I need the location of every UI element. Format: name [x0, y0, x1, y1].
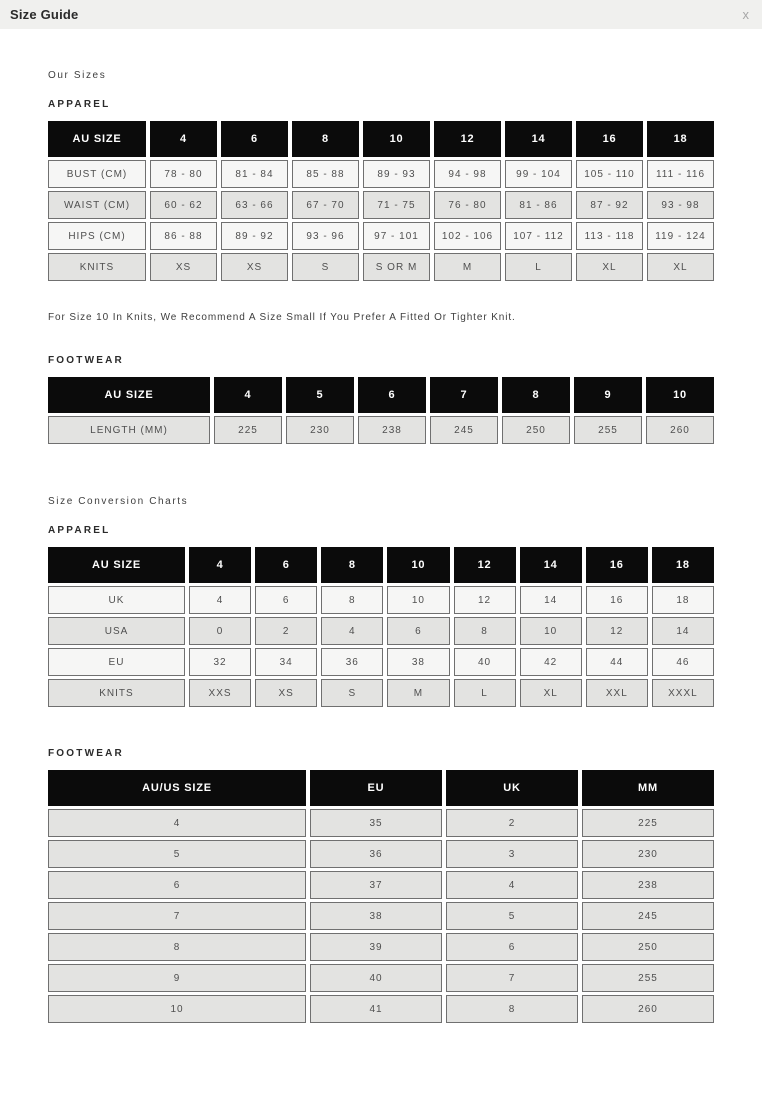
our-sizes-footwear-table — [44, 374, 718, 447]
size-cell: L — [454, 679, 516, 707]
row-label: 6 — [48, 871, 306, 899]
row-label: 10 — [48, 995, 306, 1023]
table-row — [48, 416, 714, 444]
column-header: 6 — [221, 121, 288, 157]
size-cell: 2 — [446, 809, 578, 837]
column-header: AU/US SIZE — [48, 770, 306, 806]
size-cell: 67 - 70 — [292, 191, 359, 219]
table-row — [48, 160, 714, 188]
size-cell: L — [505, 253, 572, 281]
size-cell: 40 — [454, 648, 516, 676]
size-cell: 42 — [520, 648, 582, 676]
size-cell: 94 - 98 — [434, 160, 501, 188]
table-row — [48, 964, 714, 992]
column-header: 14 — [505, 121, 572, 157]
modal-content — [0, 29, 762, 1086]
size-cell: 78 - 80 — [150, 160, 217, 188]
row-label: HIPS (CM) — [48, 222, 146, 250]
table-row — [48, 586, 714, 614]
size-cell: 93 - 98 — [647, 191, 714, 219]
size-cell: S OR M — [363, 253, 430, 281]
size-cell: 63 - 66 — [221, 191, 288, 219]
size-cell: 85 - 88 — [292, 160, 359, 188]
our-sizes-apparel-label: APPAREL — [48, 99, 111, 110]
size-cell: 8 — [446, 995, 578, 1023]
column-header: 12 — [434, 121, 501, 157]
size-cell: 111 - 116 — [647, 160, 714, 188]
size-cell: 10 — [387, 586, 449, 614]
size-cell: 10 — [520, 617, 582, 645]
size-cell: 36 — [310, 840, 442, 868]
column-header: 18 — [652, 547, 714, 583]
table-row — [48, 648, 714, 676]
size-cell: 255 — [574, 416, 642, 444]
size-cell: 255 — [582, 964, 714, 992]
row-label: KNITS — [48, 679, 185, 707]
size-cell: 46 — [652, 648, 714, 676]
size-cell: 93 - 96 — [292, 222, 359, 250]
size-cell: 44 — [586, 648, 648, 676]
size-cell: XS — [221, 253, 288, 281]
column-header: 16 — [586, 547, 648, 583]
row-label: 5 — [48, 840, 306, 868]
size-cell: 5 — [446, 902, 578, 930]
size-cell: 39 — [310, 933, 442, 961]
row-label: 7 — [48, 902, 306, 930]
column-header: 7 — [430, 377, 498, 413]
table-row — [48, 222, 714, 250]
size-cell: 105 - 110 — [576, 160, 643, 188]
size-cell: 89 - 92 — [221, 222, 288, 250]
knits-note: For Size 10 In Knits, We Recommend A Size Small If You Prefer A Fitted Or Tighter Knit. — [48, 312, 516, 323]
column-header: 8 — [502, 377, 570, 413]
size-cell: 4 — [189, 586, 251, 614]
size-cell: 37 — [310, 871, 442, 899]
size-cell: XS — [255, 679, 317, 707]
size-cell: 4 — [446, 871, 578, 899]
row-label: 8 — [48, 933, 306, 961]
size-cell: 14 — [520, 586, 582, 614]
row-label: EU — [48, 648, 185, 676]
row-label: 4 — [48, 809, 306, 837]
size-cell: 40 — [310, 964, 442, 992]
column-header: UK — [446, 770, 578, 806]
table-row — [48, 191, 714, 219]
size-cell: M — [387, 679, 449, 707]
row-label: KNITS — [48, 253, 146, 281]
size-cell: 3 — [446, 840, 578, 868]
size-cell: 230 — [286, 416, 354, 444]
size-cell: 34 — [255, 648, 317, 676]
column-header: 5 — [286, 377, 354, 413]
size-cell: 238 — [358, 416, 426, 444]
size-cell: 0 — [189, 617, 251, 645]
size-cell: 6 — [387, 617, 449, 645]
size-cell: XL — [647, 253, 714, 281]
size-cell: 18 — [652, 586, 714, 614]
size-cell: 2 — [255, 617, 317, 645]
table-header-row — [48, 547, 714, 583]
conversion-footwear-table — [44, 767, 718, 1026]
size-cell: 14 — [652, 617, 714, 645]
table-row — [48, 253, 714, 281]
column-header: 4 — [189, 547, 251, 583]
close-icon[interactable]: x — [742, 7, 749, 22]
size-cell: XL — [520, 679, 582, 707]
size-cell: 245 — [582, 902, 714, 930]
size-cell: 16 — [586, 586, 648, 614]
size-cell: 60 - 62 — [150, 191, 217, 219]
size-cell: 76 - 80 — [434, 191, 501, 219]
column-header: AU SIZE — [48, 547, 185, 583]
size-cell: XS — [150, 253, 217, 281]
size-cell: 107 - 112 — [505, 222, 572, 250]
conversion-heading: Size Conversion Charts — [48, 496, 189, 507]
size-cell: 41 — [310, 995, 442, 1023]
size-cell: 260 — [582, 995, 714, 1023]
size-cell: 12 — [586, 617, 648, 645]
size-cell: S — [321, 679, 383, 707]
table-row — [48, 995, 714, 1023]
column-header: 4 — [214, 377, 282, 413]
size-cell: 12 — [454, 586, 516, 614]
our-sizes-footwear-label: FOOTWEAR — [48, 355, 124, 366]
table-header-row — [48, 377, 714, 413]
column-header: 10 — [363, 121, 430, 157]
size-cell: 4 — [321, 617, 383, 645]
column-header: MM — [582, 770, 714, 806]
size-cell: 81 - 86 — [505, 191, 572, 219]
column-header: 14 — [520, 547, 582, 583]
modal-title: Size Guide — [10, 7, 79, 22]
row-label: LENGTH (MM) — [48, 416, 210, 444]
column-header: 6 — [358, 377, 426, 413]
row-label: 9 — [48, 964, 306, 992]
modal-titlebar — [0, 0, 762, 29]
size-cell: XXL — [586, 679, 648, 707]
size-cell: 32 — [189, 648, 251, 676]
row-label: BUST (CM) — [48, 160, 146, 188]
table-header-row — [48, 121, 714, 157]
table-row — [48, 902, 714, 930]
size-cell: 99 - 104 — [505, 160, 572, 188]
size-cell: 81 - 84 — [221, 160, 288, 188]
size-cell: 8 — [454, 617, 516, 645]
size-cell: XL — [576, 253, 643, 281]
table-row — [48, 809, 714, 837]
size-cell: 87 - 92 — [576, 191, 643, 219]
size-cell: 36 — [321, 648, 383, 676]
size-cell: 250 — [582, 933, 714, 961]
conversion-footwear-label: FOOTWEAR — [48, 748, 124, 759]
size-cell: XXXL — [652, 679, 714, 707]
size-cell: 260 — [646, 416, 714, 444]
column-header: 6 — [255, 547, 317, 583]
conversion-apparel-table — [44, 544, 718, 710]
size-cell: 245 — [430, 416, 498, 444]
column-header: 12 — [454, 547, 516, 583]
size-cell: 86 - 88 — [150, 222, 217, 250]
column-header: 10 — [387, 547, 449, 583]
size-cell: 8 — [321, 586, 383, 614]
row-label: WAIST (CM) — [48, 191, 146, 219]
size-cell: 102 - 106 — [434, 222, 501, 250]
table-row — [48, 840, 714, 868]
size-cell: 7 — [446, 964, 578, 992]
size-cell: 230 — [582, 840, 714, 868]
size-cell: 97 - 101 — [363, 222, 430, 250]
column-header: AU SIZE — [48, 377, 210, 413]
column-header: 10 — [646, 377, 714, 413]
size-cell: XXS — [189, 679, 251, 707]
size-cell: S — [292, 253, 359, 281]
size-cell: 250 — [502, 416, 570, 444]
size-cell: 225 — [214, 416, 282, 444]
table-header-row — [48, 770, 714, 806]
conversion-apparel-label: APPAREL — [48, 525, 111, 536]
table-row — [48, 679, 714, 707]
size-cell: 113 - 118 — [576, 222, 643, 250]
our-sizes-heading: Our Sizes — [48, 70, 107, 81]
column-header: 8 — [321, 547, 383, 583]
column-header: 9 — [574, 377, 642, 413]
size-cell: 225 — [582, 809, 714, 837]
size-cell: 6 — [446, 933, 578, 961]
column-header: AU SIZE — [48, 121, 146, 157]
table-row — [48, 933, 714, 961]
size-cell: 238 — [582, 871, 714, 899]
size-cell: 119 - 124 — [647, 222, 714, 250]
size-cell: 35 — [310, 809, 442, 837]
size-cell: 38 — [310, 902, 442, 930]
size-cell: 6 — [255, 586, 317, 614]
column-header: 16 — [576, 121, 643, 157]
column-header: 18 — [647, 121, 714, 157]
our-sizes-apparel-table — [44, 118, 718, 284]
size-cell: M — [434, 253, 501, 281]
size-cell: 89 - 93 — [363, 160, 430, 188]
column-header: 8 — [292, 121, 359, 157]
table-row — [48, 871, 714, 899]
column-header: EU — [310, 770, 442, 806]
row-label: UK — [48, 586, 185, 614]
column-header: 4 — [150, 121, 217, 157]
size-cell: 38 — [387, 648, 449, 676]
table-row — [48, 617, 714, 645]
row-label: USA — [48, 617, 185, 645]
size-cell: 71 - 75 — [363, 191, 430, 219]
